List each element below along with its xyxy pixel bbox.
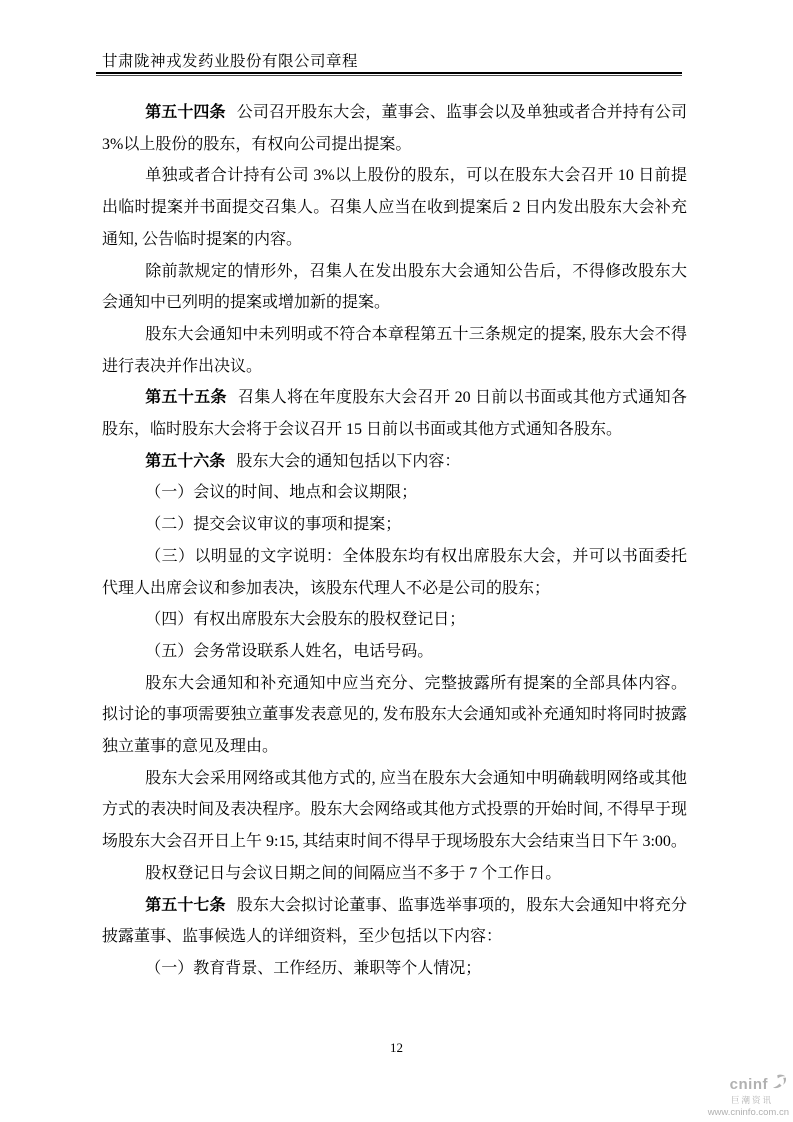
cninfo-logo-icon: [770, 1074, 787, 1094]
paragraph-text: 除前款规定的情形外，召集人在发出股东大会通知公告后，不得修改股东大会通知中已列明的提案或增加新的提案。: [102, 262, 687, 312]
paragraph-text: 股权登记日与会议日期之间的间隔应当不多于 7 个工作日。: [145, 864, 562, 882]
document-body: [102, 97, 687, 985]
cninfo-brand-row: [708, 1074, 787, 1094]
body-paragraph: [102, 604, 687, 636]
article-number: 第五十六条: [145, 452, 226, 470]
paragraph-text: （二）提交会议审议的事项和提案；: [145, 516, 402, 534]
page-number: 12: [390, 1040, 403, 1055]
body-paragraph: [102, 319, 687, 382]
article-number: 第五十五条: [145, 389, 227, 407]
body-paragraph: [102, 668, 687, 763]
paragraph-text: 股东大会采用网络或其他方式的, 应当在股东大会通知中明确载明网络或其他方式的表决时间及表决程序。股东大会网络或其他方式投票的开始时间, 不得早于现场股东大会召开日上午 9:15, 其结束时间不得早于现场股东大会结束当日下午 3:00。: [102, 769, 687, 851]
body-paragraph: [102, 446, 687, 478]
body-paragraph: [102, 160, 687, 255]
body-paragraph: [102, 953, 687, 985]
article-number: 第五十四条: [145, 104, 226, 121]
paragraph-text: 召集人将在年度股东大会召开 20 日前以书面或其他方式通知各股东，临时股东大会将于会议召开 15 日前以书面或其他方式通知各股东。: [102, 389, 687, 439]
body-paragraph: [102, 509, 687, 541]
body-paragraph: [102, 890, 687, 953]
body-paragraph: [102, 541, 687, 604]
body-paragraph: [102, 636, 687, 668]
paragraph-text: 单独或者合计持有公司 3%以上股份的股东，可以在股东大会召开 10 日前提出临时提案并书面提交召集人。召集人应当在收到提案后 2 日内发出股东大会补充通知, 公告临时提案的内容。: [102, 167, 687, 248]
cninfo-url: www.cninfo.com.cn: [707, 1106, 789, 1118]
paragraph-text: （一）教育背景、工作经历、兼职等个人情况；: [145, 959, 482, 977]
cninfo-brand-text: cninf: [729, 1075, 768, 1093]
paragraph-text: （三）以明显的文字说明：全体股东均有权出席股东大会，并可以书面委托代理人出席会议和参加表决，该股东代理人不必是公司的股东；: [102, 547, 687, 597]
body-paragraph: [102, 97, 687, 160]
article-number: 第五十七条: [145, 896, 226, 914]
header-rule: [96, 72, 682, 76]
paragraph-text: 股东大会通知中未列明或不符合本章程第五十三条规定的提案, 股东大会不得进行表决并作出决议。: [102, 325, 687, 375]
body-paragraph: [102, 858, 687, 890]
paragraph-text: 股东大会通知和补充通知中应当充分、完整披露所有提案的全部具体内容。拟讨论的事项需要独立董事发表意见的, 发布股东大会通知或补充通知时将同时披露独立董事的意见及理由。: [102, 674, 687, 756]
paragraph-text: 股东大会拟讨论董事、监事选举事项的，股东大会通知中将充分披露董事、监事候选人的详细资料，至少包括以下内容：: [102, 896, 687, 946]
paragraph-text: （四）有权出席股东大会股东的股权登记日；: [145, 611, 466, 629]
body-paragraph: [102, 256, 687, 319]
paragraph-text: 股东大会的通知包括以下内容：: [236, 452, 461, 470]
body-paragraph: [102, 382, 687, 445]
paragraph-text: 公司召开股东大会，董事会、监事会以及单独或者合并持有公司 3%以上股份的股东，有权向公司提出提案。: [102, 104, 687, 153]
paragraph-text: （五）会务常设联系人姓名，电话号码。: [145, 642, 434, 660]
cninfo-brand-cn: 巨潮资讯: [730, 1095, 773, 1105]
cninfo-watermark: [708, 1074, 789, 1117]
body-paragraph: [102, 763, 687, 858]
body-paragraph: [102, 477, 687, 509]
paragraph-text: （一）会议的时间、地点和会议期限；: [145, 484, 418, 502]
header-title: 甘肃陇神戎发药业股份有限公司章程: [102, 53, 359, 70]
